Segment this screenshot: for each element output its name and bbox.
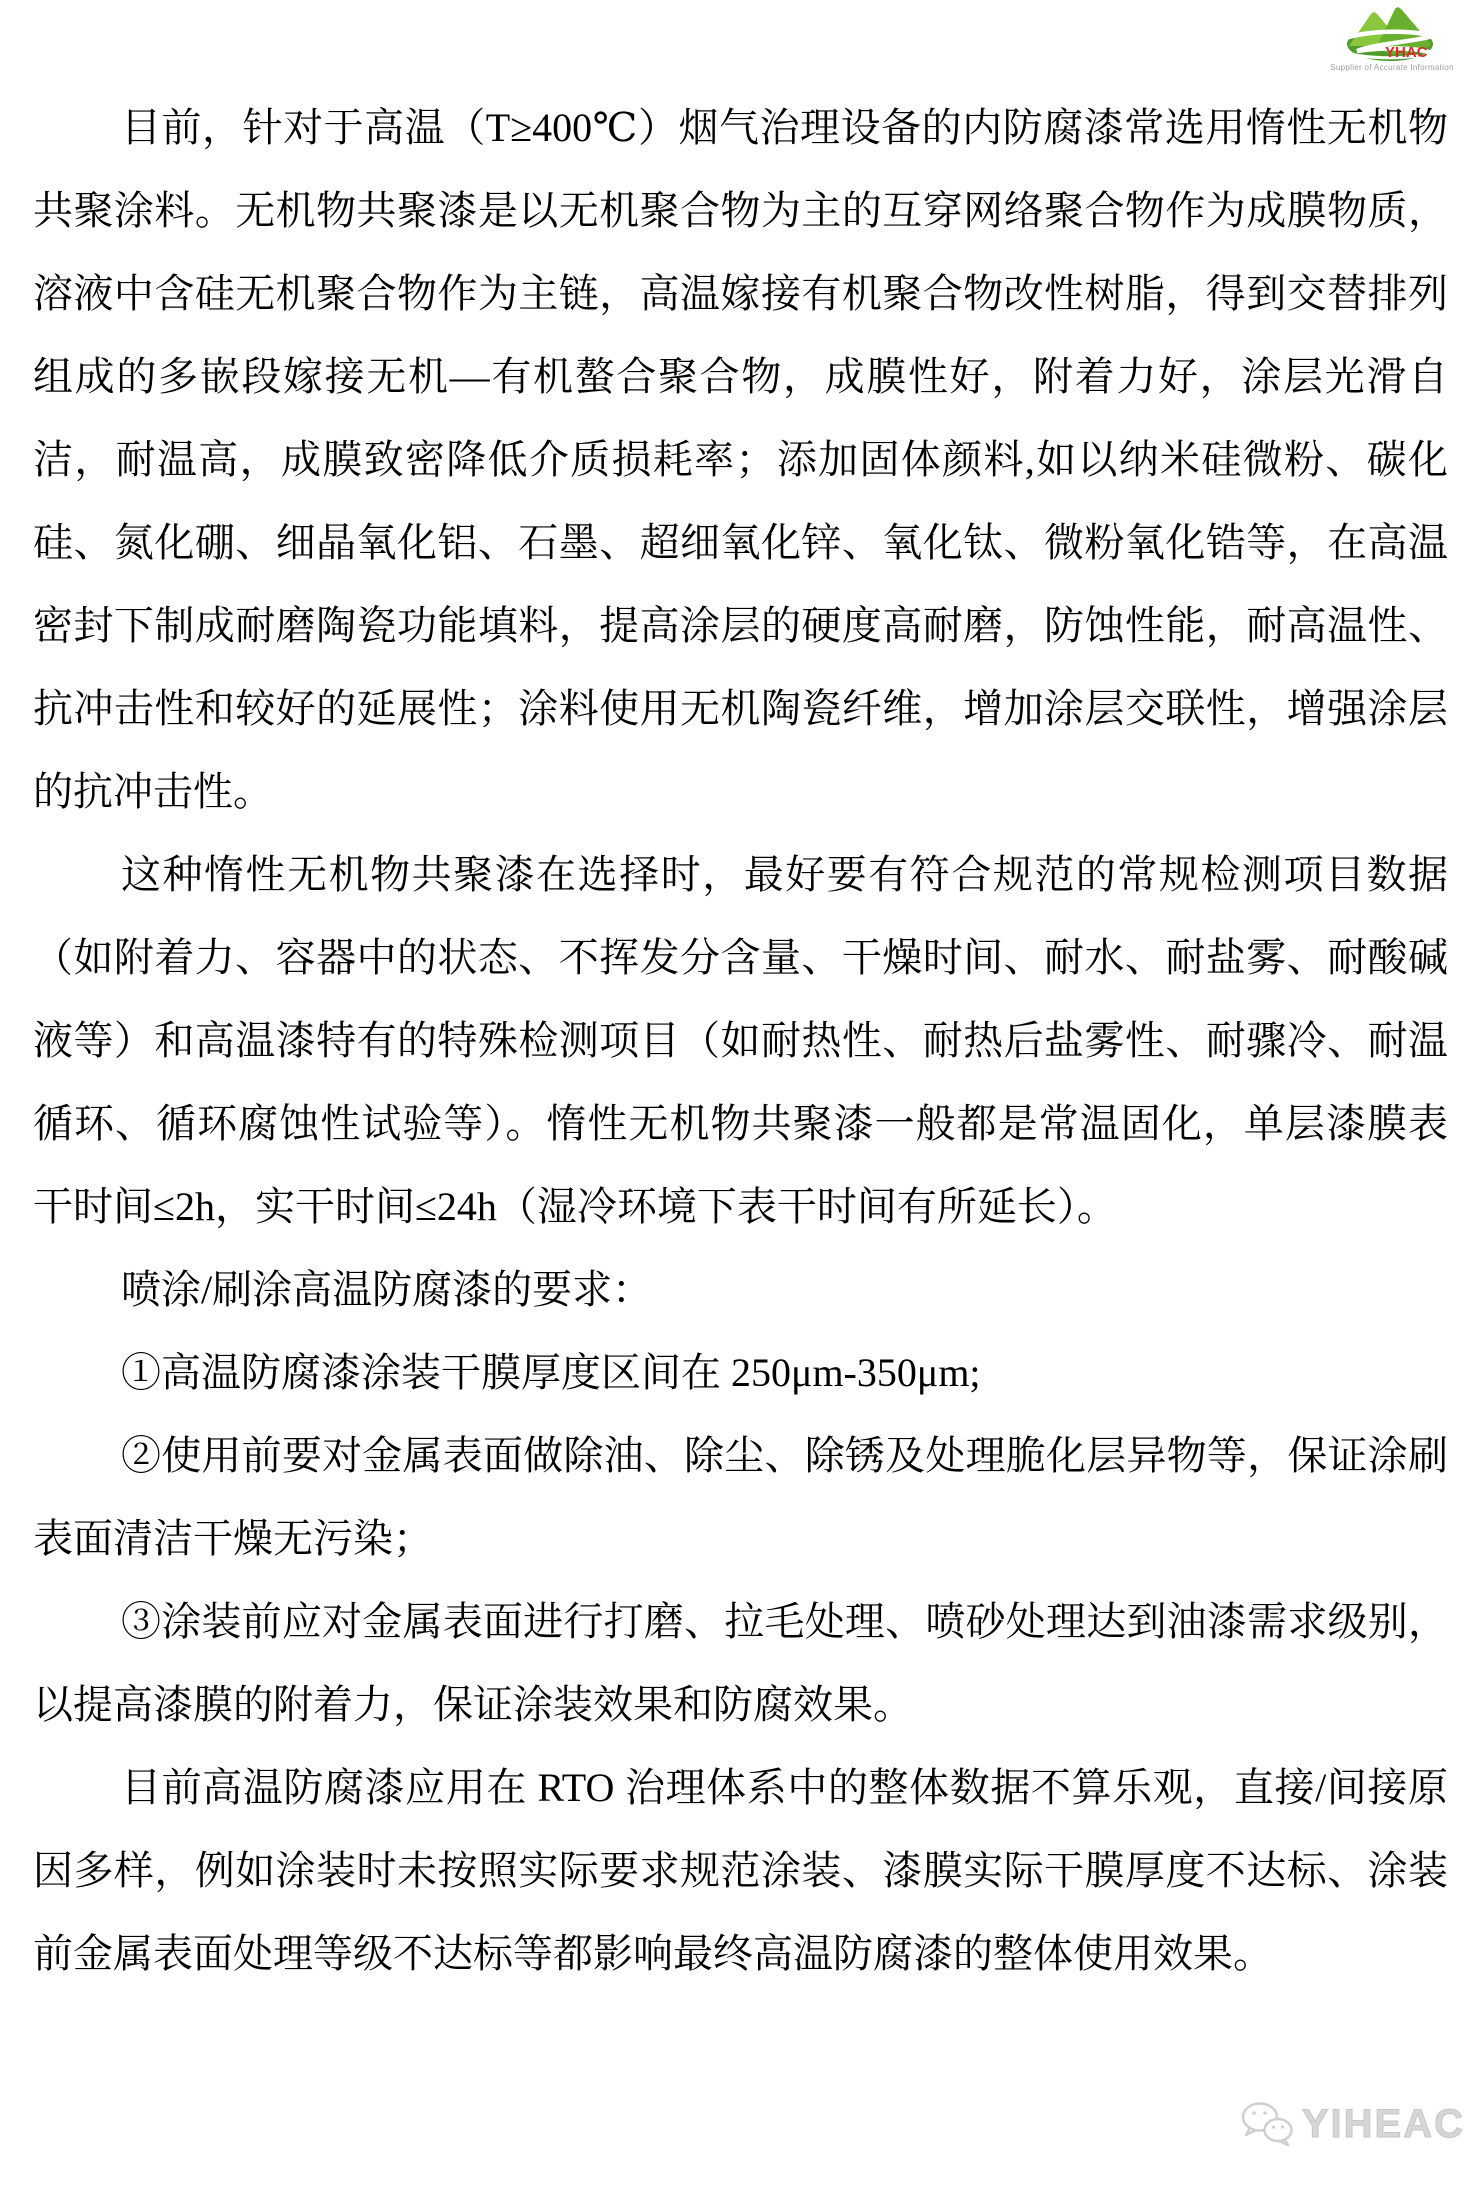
yhac-logo: [1317, 6, 1467, 72]
logo-tagline: Supplier of Accurate Information: [1330, 63, 1454, 72]
paragraph-requirements-heading: 喷涂/刷涂高温防腐漆的要求：: [121, 1267, 653, 1312]
paragraph-rto-conclusion: 目前高温防腐漆应用在 RTO 治理体系中的整体数据不算乐观，直接/间接原因多样，例如涂装时未按照实际要求规范涂装、漆膜实际干膜厚度不达标、涂装前金属表面处理等级不达标等都影响最终高温防腐漆的整体使用效果。: [33, 1765, 1448, 1976]
watermark: [1238, 2100, 1465, 2148]
paragraph-selection-tests: 这种惰性无机物共聚漆在选择时，最好要有符合规范的常规检测项目数据（如附着力、容器中的状态、不挥发分含量、干燥时间、耐水、耐盐雾、耐酸碱液等）和高温漆特有的特殊检测项目（如耐热性、耐热后盐雾性、耐骤冷、耐温循环、循环腐蚀性试验等）。惰性无机物共聚漆一般都是常温固化，单层漆膜表干时间≤2h，实干时间≤24h（湿冷环境下表干时间有所延长）。: [33, 852, 1448, 1229]
paragraph-requirement-3: ③涂装前应对金属表面进行打磨、拉毛处理、喷砂处理达到油漆需求级别，以提高漆膜的附着力，保证涂装效果和防腐效果。: [33, 1599, 1448, 1727]
paragraph-intro-coating: 目前，针对于高温（T≥400℃）烟气治理设备的内防腐漆常选用惰性无机物共聚涂料。无机物共聚漆是以无机聚合物为主的互穿网络聚合物作为成膜物质，溶液中含硅无机聚合物作为主链，高温嫁接有机聚合物改性树脂，得到交替排列组成的多嵌段嫁接无机—有机螯合聚合物，成膜性好，附着力好，涂层光滑自洁，耐温高，成膜致密降低介质损耗率；添加固体颜料,如以纳米硅微粉、碳化硅、氮化硼、细晶氧化铝、石墨、超细氧化锌、氧化钛、微粉氧化锆等，在高温密封下制成耐磨陶瓷功能填料，提高涂层的硬度高耐磨，防蚀性能，耐高温性、抗冲击性和较好的延展性；涂料使用无机陶瓷纤维，增加涂层交联性，增强涂层的抗冲击性。: [33, 105, 1448, 814]
paragraph-requirement-1: ①高温防腐漆涂装干膜厚度区间在 250μm-350μm;: [121, 1350, 981, 1395]
document-content: [33, 86, 1448, 1995]
wechat-icon: [1238, 2100, 1296, 2148]
logo-wordmark: YHAC: [1385, 44, 1428, 61]
paragraph-requirement-2: ②使用前要对金属表面做除油、除尘、除锈及处理脆化层异物等，保证涂刷表面清洁干燥无污染；: [33, 1433, 1448, 1561]
mountain-logo-icon: [1333, 6, 1451, 62]
watermark-text: YIHEAC: [1301, 2101, 1465, 2146]
